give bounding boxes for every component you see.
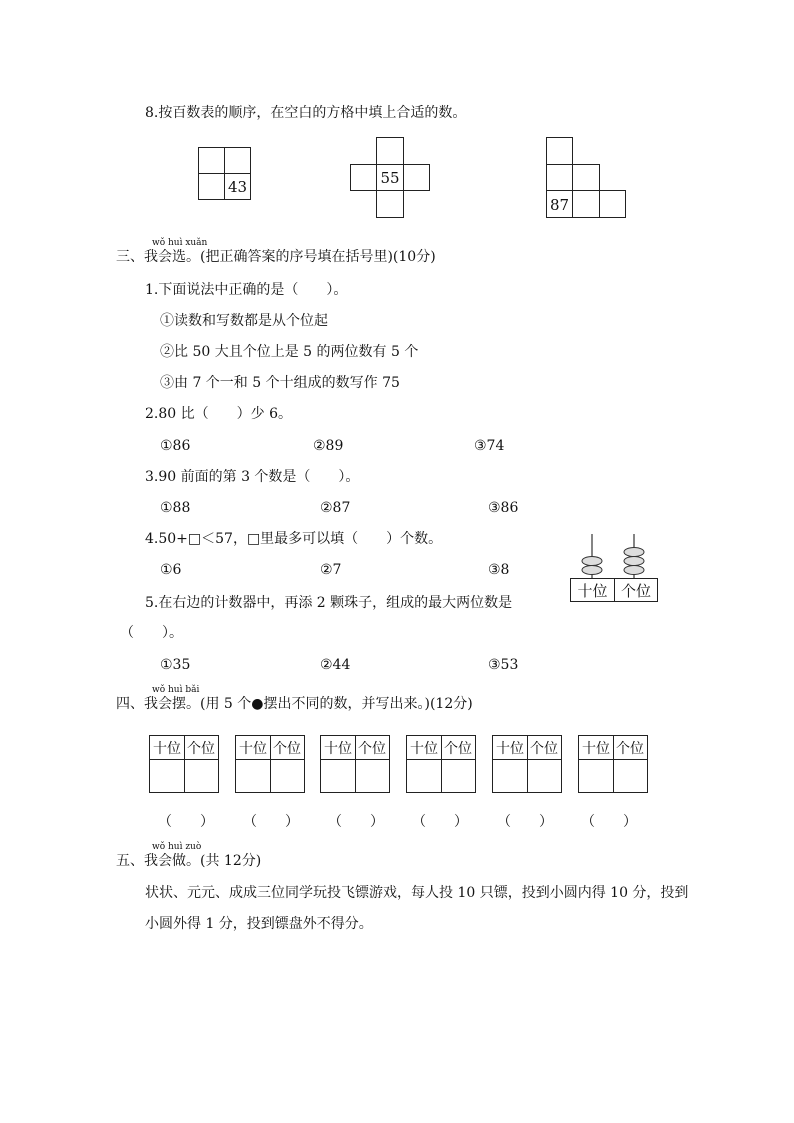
ones-header: 个位 (441, 736, 475, 760)
section-5-prefix: 五、我会 (116, 853, 172, 869)
tens-header: 十位 (493, 736, 528, 760)
section-3-rest: 。(把正确答案的序号填在括号里)(10分) (186, 249, 436, 265)
q1-option-1: ①读数和写数都是从个位起 (160, 313, 328, 329)
q3-text: 3.90 前面的第 3 个数是（ ）。 (145, 469, 360, 485)
q4-option-1: ①6 (160, 562, 182, 578)
grid-cell-55: 55 (376, 164, 404, 191)
abacus-ones-label: 个位 (620, 581, 651, 600)
section-4-heading (116, 685, 473, 712)
answer-blank-4[interactable]: （ ） (412, 814, 468, 830)
grid-cell[interactable] (224, 147, 251, 174)
place-value-table-4[interactable] (406, 735, 476, 793)
q5-line-1: 5.在右边的计数器中，再添 2 颗珠子，组成的最大两位数是 (145, 595, 513, 611)
tens-header: 十位 (321, 736, 356, 760)
grid-cell[interactable] (403, 164, 430, 191)
section-4-word-wrap (152, 685, 200, 712)
section-3-pinyin: wǒ huì xuǎn (152, 238, 208, 248)
q4-option-3: ③8 (488, 562, 510, 578)
q5-option-3: ③53 (488, 657, 519, 673)
grid-cell[interactable] (546, 164, 573, 191)
section-3-word: 选 (172, 249, 186, 265)
place-value-table-6[interactable] (578, 735, 648, 793)
q8-text: 8.按百数表的顺序，在空白的方格中填上合适的数。 (145, 105, 467, 121)
ones-header: 个位 (184, 736, 218, 760)
section-5-line-2: 小圆外得 1 分，投到镖盘外不得分。 (145, 916, 373, 932)
section-5-pinyin: wǒ huì zuò (152, 842, 202, 852)
section-4-rest: 。(用 5 个●摆出不同的数，并写出来。)(12分) (186, 696, 473, 712)
tens-header: 十位 (150, 736, 185, 760)
place-value-table-5[interactable] (492, 735, 562, 793)
q3-option-2: ②87 (320, 500, 351, 516)
section-5-word: 做 (172, 853, 186, 869)
q2-text: 2.80 比（ ）少 6。 (145, 406, 292, 422)
ones-header: 个位 (355, 736, 389, 760)
grid-cell[interactable] (599, 190, 626, 218)
tens-header: 十位 (579, 736, 614, 760)
q5-line-2: （ ）。 (120, 625, 183, 641)
grid-cell[interactable] (546, 137, 573, 165)
tens-header: 十位 (236, 736, 271, 760)
place-value-table-1[interactable] (149, 735, 219, 793)
grid-cell[interactable] (376, 137, 404, 165)
section-4-word: 摆 (172, 696, 186, 712)
grid-cell[interactable] (376, 190, 404, 218)
grid-cell[interactable] (572, 164, 600, 191)
tens-header: 十位 (407, 736, 442, 760)
answer-blank-2[interactable]: （ ） (243, 814, 299, 830)
grid-cell[interactable] (198, 147, 225, 174)
answer-blank-5[interactable]: （ ） (497, 814, 553, 830)
grid-cell-87: 87 (546, 190, 573, 218)
grid-cell[interactable] (350, 164, 377, 191)
section-3-word-wrap (152, 238, 208, 265)
section-3-heading (116, 238, 436, 265)
grid-cell-43: 43 (224, 173, 251, 200)
q3-option-3: ③86 (488, 500, 519, 516)
abacus-beads-icon (570, 532, 660, 578)
q5-option-2: ②44 (320, 657, 351, 673)
abacus-base (570, 578, 658, 602)
q4-text: 4.50+□＜57，□里最多可以填（ ）个数。 (145, 531, 443, 547)
q2-option-1: ①86 (160, 438, 191, 454)
ones-header: 个位 (527, 736, 561, 760)
section-4-pinyin: wǒ huì bǎi (152, 685, 200, 695)
q5-option-1: ①35 (160, 657, 191, 673)
place-value-table-2[interactable] (235, 735, 305, 793)
section-5-heading (116, 842, 262, 869)
q1-option-3: ③由 7 个一和 5 个十组成的数写作 75 (160, 375, 400, 391)
q1-option-2: ②比 50 大且个位上是 5 的两位数有 5 个 (160, 344, 419, 360)
q2-option-3: ③74 (474, 438, 505, 454)
answer-blank-3[interactable]: （ ） (328, 814, 384, 830)
place-value-table-3[interactable] (320, 735, 390, 793)
ones-header: 个位 (613, 736, 647, 760)
section-3-prefix: 三、我会 (116, 249, 172, 265)
grid-cell[interactable] (198, 173, 225, 200)
section-5-line-1: 状状、元元、成成三位同学玩投飞镖游戏，每人投 10 只镖，投到小圆内得 10 分，投到 (145, 885, 689, 901)
section-5-rest: 。(共 12分) (186, 853, 262, 869)
section-4-prefix: 四、我会 (116, 696, 172, 712)
ones-header: 个位 (270, 736, 304, 760)
q2-option-2: ②89 (313, 438, 344, 454)
abacus-tens-label: 十位 (571, 579, 615, 601)
answer-blank-6[interactable]: （ ） (581, 814, 637, 830)
answer-blank-1[interactable]: （ ） (158, 814, 214, 830)
grid-cell[interactable] (572, 190, 600, 218)
q1-text: 1.下面说法中正确的是（ ）。 (145, 282, 348, 298)
q4-option-2: ②7 (320, 562, 342, 578)
section-5-word-wrap (152, 842, 202, 869)
q3-option-1: ①88 (160, 500, 191, 516)
